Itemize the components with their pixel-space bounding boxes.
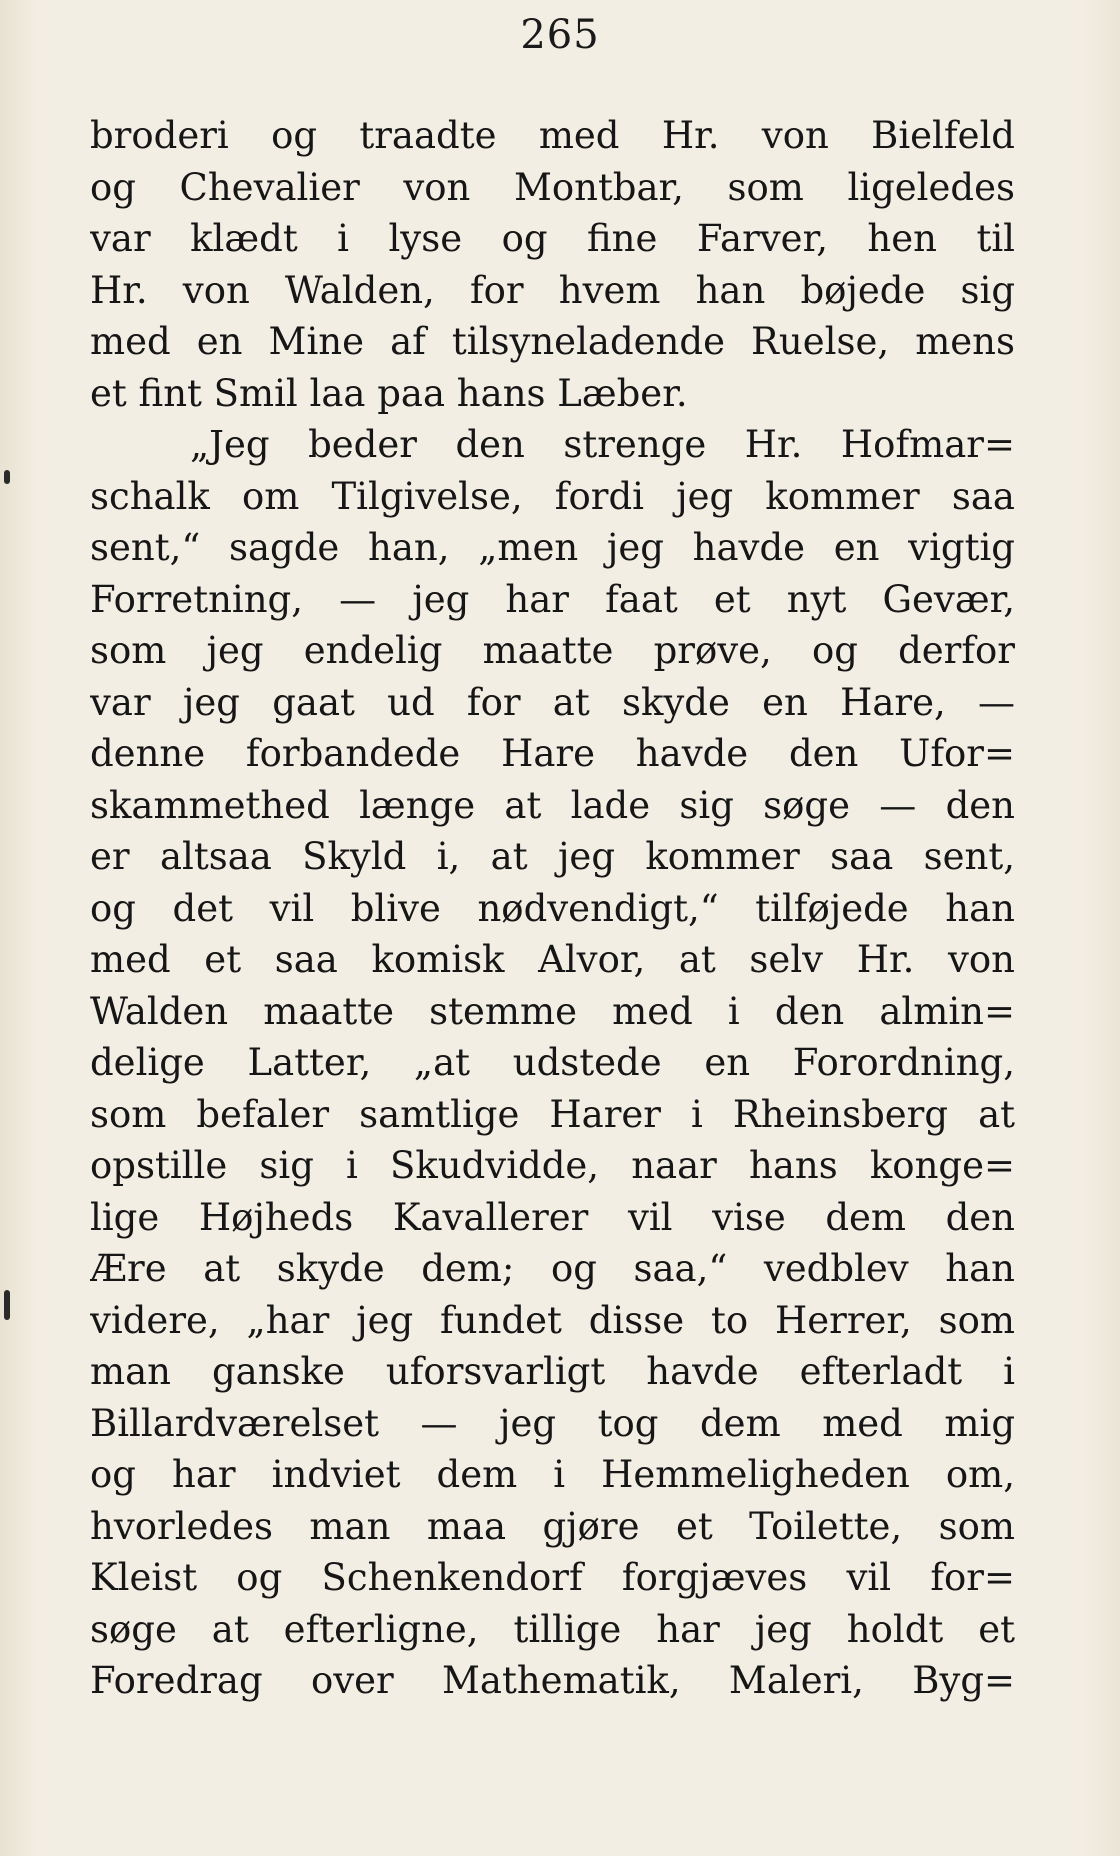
text-line: delige Latter, „at udstede en Forordning, — [90, 1041, 1015, 1084]
text-line: var jeg gaat ud for at skyde en Hare, — — [90, 680, 1015, 724]
text-line: skammethed længe at lade sig søge — den — [90, 783, 1015, 827]
page-number: 265 — [520, 12, 600, 58]
text-line: lige Højheds Kavallerer vil vise dem den — [90, 1195, 1015, 1239]
text-line: Forretning, — jeg har faat et nyt Gevær, — [90, 577, 1015, 621]
text-line: som befaler samtlige Harer i Rheinsberg at — [90, 1092, 1015, 1136]
text-line: et fint Smil laa paa hans Læber. — [90, 371, 688, 415]
text-line: Hr. von Walden, for hvem han bøjede sig — [90, 268, 1015, 312]
text-line: hvorledes man maa gjøre et Toilette, som — [90, 1504, 1015, 1548]
text-line: er altsaa Skyld i, at jeg kommer saa sent, — [90, 835, 1015, 878]
text-line: broderi og traadte med Hr. von Bielfeld — [90, 114, 1015, 157]
text-line: søge at efterligne, tillige har jeg holdt et — [90, 1607, 1015, 1651]
text-line: som jeg endelig maatte prøve, og derfor — [90, 629, 1015, 672]
text-line: denne forbandede Hare havde den Ufor= — [90, 732, 1015, 775]
margin-mark — [4, 470, 10, 484]
text-line: med en Mine af tilsyneladende Ruelse, mens — [90, 320, 1015, 363]
margin-mark — [4, 1290, 10, 1320]
text-line: schalk om Tilgivelse, fordi jeg kommer saa — [90, 474, 1015, 518]
text-line: opstille sig i Skudvidde, naar hans konge= — [90, 1144, 1015, 1187]
text-line: Foredrag over Mathematik, Maleri, Byg= — [90, 1659, 1015, 1702]
text-line: med et saa komisk Alvor, at selv Hr. von — [90, 938, 1015, 981]
text-line: og har indviet dem i Hemmeligheden om, — [90, 1453, 1015, 1496]
text-line: Billardværelset — jeg tog dem med mig — [90, 1401, 1015, 1445]
text-line: var klædt i lyse og fine Farver, hen til — [90, 217, 1015, 260]
body-text — [90, 110, 1015, 1707]
text-line: sent,“ sagde han, „men jeg havde en vigtig — [90, 526, 1015, 569]
text-line: videre, „har jeg fundet disse to Herrer, som — [90, 1298, 1015, 1342]
text-line: og det vil blive nødvendigt,“ tilføjede han — [90, 886, 1015, 930]
text-line: Kleist og Schenkendorf forgjæves vil for= — [90, 1556, 1015, 1599]
text-line: „Jeg beder den strenge Hr. Hofmar= — [190, 423, 1015, 466]
text-line: Walden maatte stemme med i den almin= — [90, 989, 1015, 1033]
text-line: man ganske uforsvarligt havde efterladt i — [90, 1350, 1015, 1393]
text-line: Ære at skyde dem; og saa,“ vedblev han — [90, 1247, 1015, 1290]
text-line: og Chevalier von Montbar, som ligeledes — [90, 165, 1015, 209]
